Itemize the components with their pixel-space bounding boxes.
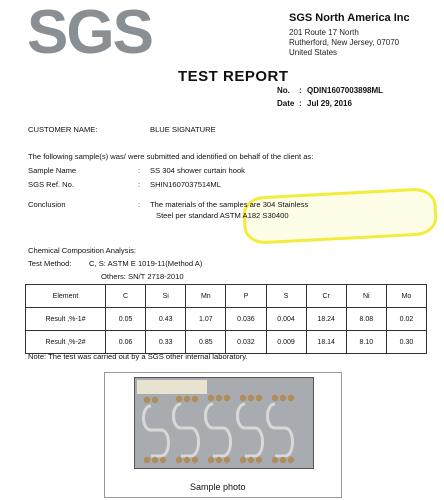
composition-table [25,284,427,354]
report-date-value: Jul 29, 2016 [307,99,352,108]
sample-photo-caption: Sample photo [190,482,246,492]
address-line-1: 201 Route 17 North [289,28,359,37]
table-header-cell: P [226,285,266,308]
sample-name-label: Sample Name [28,166,77,175]
table-cell: 8.10 [346,331,386,354]
table-cell: 0.02 [386,308,426,331]
report-date-sep: : [299,99,302,108]
conclusion-sep: : [138,200,141,209]
table-note: Note: The test was carried out by a SGS other internal laboratory. [28,352,248,361]
table-cell: 0.06 [106,331,146,354]
table-header-cell: Mn [186,285,226,308]
ref-value: SHIN1607037514ML [150,180,221,189]
address-line-2: Rutherford, New Jersey, 07070 [289,38,400,47]
report-title: TEST REPORT [178,68,289,85]
table-cell: Result ,%-2# [26,331,106,354]
analysis-heading: Chemical Composition Analysis: [28,246,137,255]
curtain-hooks-illustration [135,378,313,468]
report-no-label: No. [277,86,290,95]
table-header-cell: C [106,285,146,308]
report-no-value: QDIN1607003898ML [307,86,384,95]
sample-name-sep: : [138,166,141,175]
customer-label: CUSTOMER NAME: [28,125,98,134]
table-header-cell: S [266,285,306,308]
conclusion-line-1: The materials of the samples are 304 Stainless [150,200,309,209]
table-cell: 18.24 [306,308,346,331]
table-cell: 0.30 [386,331,426,354]
table-cell: 0.036 [226,308,266,331]
table-cell: 0.004 [266,308,306,331]
conclusion-line-2: Steel per standard ASTM A182 S30400 [156,211,289,220]
method-label: Test Method: [28,259,72,268]
table-row [26,331,427,354]
table-cell: 0.009 [266,331,306,354]
table-header-row [26,285,427,308]
table-cell: 0.33 [146,331,186,354]
table-cell: 0.85 [186,331,226,354]
table-cell: 0.032 [226,331,266,354]
company-name: SGS North America Inc [289,12,410,24]
ref-sep: : [138,180,141,189]
table-cell: 18.14 [306,331,346,354]
table-header-cell: Ni [346,285,386,308]
table-row [26,308,427,331]
table-header-cell: Cr [306,285,346,308]
report-date-label: Date [277,99,295,108]
table-cell: 8.08 [346,308,386,331]
ref-label: SGS Ref. No. [28,180,75,189]
intro-text: The following sample(s) was/ were submitted and identified on behalf of the client as: [28,152,314,161]
customer-value: BLUE SIGNATURE [150,125,216,134]
sample-name-value: SS 304 shower curtain hook [150,166,245,175]
sgs-logo [27,0,152,67]
address-line-3: United States [289,48,338,57]
table-header-cell: Element [26,285,106,308]
sample-photo [134,377,314,469]
report-no-sep: : [299,86,302,95]
table-header-cell: Mo [386,285,426,308]
sgs-logo-text: SGS [27,0,152,67]
table-cell: 1.07 [186,308,226,331]
table-cell: 0.05 [106,308,146,331]
method-value: C, S: ASTM E 1019-11(Method A) [89,259,203,268]
table-cell: 0.43 [146,308,186,331]
table-cell: Result ,%-1# [26,308,106,331]
conclusion-label: Conclusion [28,200,66,209]
method-others: Others: SN/T 2718-2010 [101,272,184,281]
table-header-cell: Si [146,285,186,308]
